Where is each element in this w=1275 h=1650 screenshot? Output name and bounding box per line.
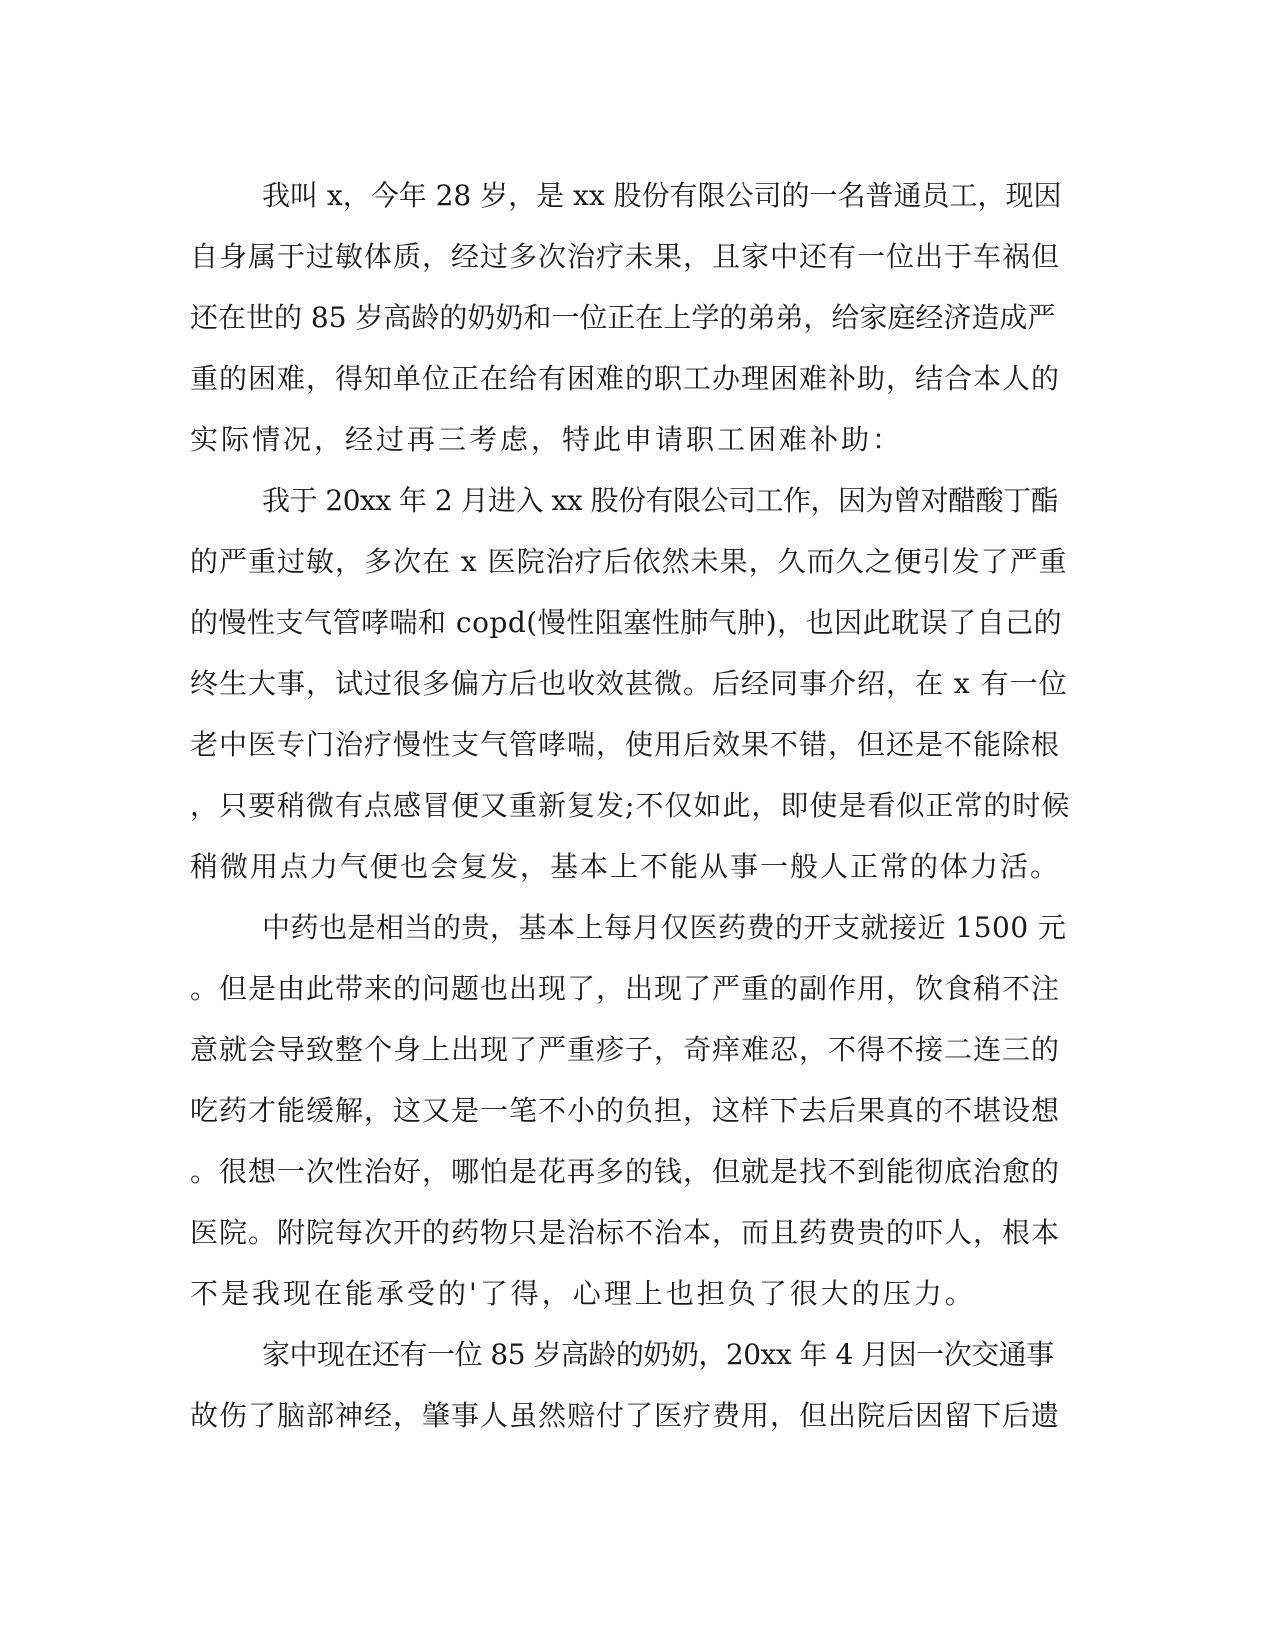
paragraph-line: 。但是由此带来的问题也出现了，出现了严重的副作用，饮食稍不注 xyxy=(190,972,1061,1005)
paragraph-line: ，只要稍微有点感冒便又重新复发;不仅如此，即使是看似正常的时候 xyxy=(190,789,1071,822)
paragraph-line: 不是我现在能承受的'了得，心理上也担负了很大的压力。 xyxy=(190,1277,976,1310)
paragraph-line: 故伤了脑部神经，肇事人虽然赔付了医疗费用，但出院后因留下后遗 xyxy=(190,1399,1061,1432)
paragraph-line: 吃药才能缓解，这又是一笔不小的负担，这样下去后果真的不堪设想 xyxy=(190,1094,1061,1127)
paragraph-line: 重的困难，得知单位正在给有困难的职工办理困难补助，结合本人的 xyxy=(190,362,1061,395)
paragraph-line: 中药也是相当的贵，基本上每月仅医药费的开支就接近 1500 元 xyxy=(262,911,1067,944)
paragraph-line: 意就会导致整个身上出现了严重疹子，奇痒难忍，不得不接二连三的 xyxy=(190,1033,1061,1066)
paragraph-line: 的严重过敏，多次在 x 医院治疗后依然未果，久而久之便引发了严重 xyxy=(190,545,1068,578)
paragraph-line: 家中现在还有一位 85 岁高龄的奶奶，20xx 年 4 月因一次交通事 xyxy=(262,1338,1054,1371)
paragraph-line: 老中医专门治疗慢性支气管哮喘，使用后效果不错，但还是不能除根 xyxy=(190,728,1061,761)
paragraph-line: 自身属于过敏体质，经过多次治疗未果，且家中还有一位出于车祸但 xyxy=(190,240,1061,273)
document-body xyxy=(190,165,1070,1446)
paragraph-line: 稍微用点力气便也会复发，基本上不能从事一般人正常的体力活。 xyxy=(190,850,1061,883)
paragraph-line: 的慢性支气管哮喘和 copd(慢性阻塞性肺气肿)，也因此耽误了自己的 xyxy=(190,606,1063,639)
paragraph-line: 实际情况，经过再三考虑，特此申请职工困难补助： xyxy=(190,423,904,456)
paragraph-1 xyxy=(190,165,1070,470)
paragraph-line: 我于 20xx 年 2 月进入 xx 股份有限公司工作，因为曾对醋酸丁酯 xyxy=(262,484,1059,517)
paragraph-line: 我叫 x，今年 28 岁，是 xx 股份有限公司的一名普通员工，现因 xyxy=(262,179,1062,212)
paragraph-4 xyxy=(190,1324,1070,1446)
paragraph-line: 还在世的 85 岁高龄的奶奶和一位正在上学的弟弟，给家庭经济造成严 xyxy=(190,301,1056,334)
paragraph-line: 终生大事，试过很多偏方后也收效甚微。后经同事介绍，在 x 有一位 xyxy=(190,667,1068,700)
paragraph-2 xyxy=(190,470,1070,897)
paragraph-line: 医院。附院每次开的药物只是治标不治本，而且药费贵的吓人，根本 xyxy=(190,1216,1061,1249)
paragraph-line: 。很想一次性治好，哪怕是花再多的钱，但就是找不到能彻底治愈的 xyxy=(190,1155,1061,1188)
paragraph-3 xyxy=(190,897,1070,1324)
